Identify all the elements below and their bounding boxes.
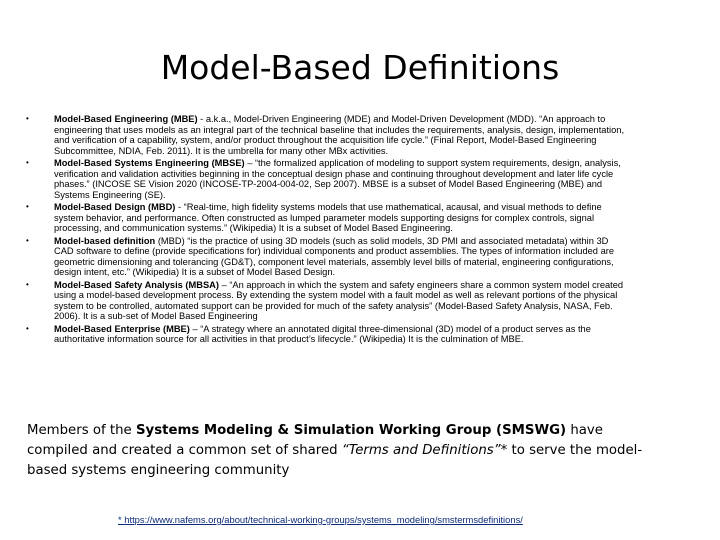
terms-quote: “Terms and Definitions”*: [341, 443, 508, 459]
definition-text: - “Real-time, high fidelity systems models that use mathematical, acausal, and visual methods to define system behavior, and performance. Often constructed as lumped parameter models supporting designs for complex controls, signal processing, and communication systems.” (Wikipedia) It is a subset of Model Based Engineering.: [54, 202, 602, 233]
members-middle: have compiled and created a common set of shared: [27, 423, 603, 459]
footnote-link[interactable]: * https://www.nafems.org/about/technical-working-groups/systems_modeling/smstermsdefinitions/: [118, 514, 523, 525]
members-paragraph: [27, 421, 667, 482]
members-suffix: to serve the model-based systems engineering community: [27, 443, 643, 479]
definition-text: – “An approach in which the system and safety engineers share a common system model created using a model-based development process. By extending the system model with a fault model as well as relevant portions of the physical system to be controlled, automated support can be provided for much of the safety analysis” (Model-Based Safety Analysis, NASA, Feb. 2006). It is a sub-set of Model Based Engineering: [54, 279, 624, 321]
bullet-icon: •: [26, 158, 29, 167]
list-item: [26, 324, 630, 345]
definition-term: Model-based definition: [54, 235, 156, 246]
definition-term: Model-Based Enterprise (MBE): [54, 323, 190, 334]
bullet-icon: •: [26, 114, 29, 123]
members-prefix: Members of the: [27, 423, 136, 438]
bullet-icon: •: [26, 323, 29, 333]
definition-term: Model-Based Design (MBD): [54, 202, 176, 212]
bullet-icon: •: [26, 279, 29, 289]
list-item: [26, 158, 630, 200]
definition-term: Model-Based Engineering (MBE): [54, 114, 198, 124]
working-group-name: Systems Modeling & Simulation Working Group (SMSWG): [135, 423, 567, 438]
bullet-icon: •: [26, 235, 29, 245]
list-item: [26, 236, 630, 278]
definitions-list: [26, 114, 630, 345]
definition-text: - a.k.a., Model-Driven Engineering (MDE) and Model-Driven Development (MDD). “An approach to engineering that uses models as an integral part of the technical baseline that includes the requirements, analysis, design, implementation, and verification of a capability, system, and/or product throughout the acquisition life cycle.” (Final Report, Model-Based Engineering Subcommittee, NDIA, Feb. 2011). It is the umbrella for many other MBx activities.: [54, 114, 625, 156]
definition-text: – “A strategy where an annotated digital three-dimensional (3D) model of a product serves as the authoritative information source for all activities in that product’s lifecycle.” (Wikipedia) It is the culmination of MBE.: [54, 323, 591, 344]
bullet-icon: •: [26, 202, 29, 211]
list-item: [26, 280, 630, 322]
definition-text: – “the formalized application of modeling to support system requirements, design, analysis, verification and validation activities beginning in the conceptual design phase and continuing throughout development and later life cycle phases.” (INCOSE SE Vision 2020 (INCOSE-TP-2004-004-02, Sep 2007). MBSE is a subset of Model Based Engineering (MBE) and Systems Engineering (SE).: [54, 158, 621, 200]
page-title: Model-Based Definitions: [160, 48, 560, 87]
definition-term: Model-Based Systems Engineering (MBSE): [54, 158, 245, 168]
list-item: [26, 114, 630, 156]
list-item: [26, 202, 630, 234]
definition-text: (MBD) “is the practice of using 3D models (such as solid models, 3D PMI and associated metadata) within 3D CAD software to define (provide specifications for) individual components and product assemblies. The types of information included are geometric dimensioning and tolerancing (GD&T), component level materials, assembly level bills of material, engineering configurations, design intent, etc.” (Wikipedia) It is a subset of Model Based Design.: [54, 235, 615, 277]
definition-term: Model-Based Safety Analysis (MBSA): [54, 279, 219, 290]
